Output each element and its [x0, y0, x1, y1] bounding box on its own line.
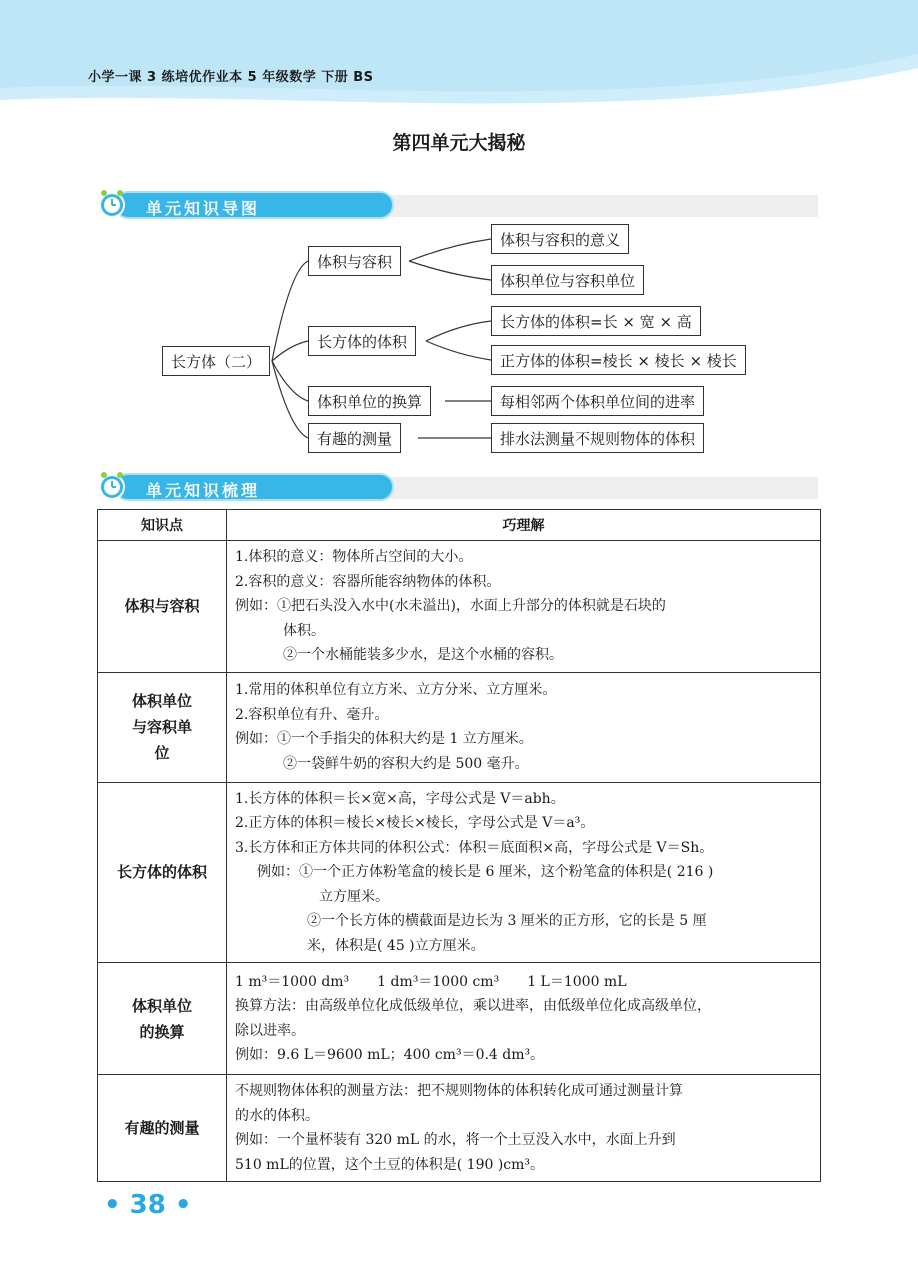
mindmap-branch-cuboid-volume: 长方体的体积 [308, 326, 416, 356]
content-line: 例如：①一个正方体粉笔盒的棱长是 6 厘米，这个粉笔盒的体积是( 216 ) [257, 864, 714, 880]
content-line: 米，体积是( 45 )立方厘米。 [307, 937, 485, 954]
content-line: 换算方法：由高级单位化成低级单位，乘以进率，由低级单位化成高级单位， [235, 998, 711, 1014]
content-line: 2.正方体的体积＝棱长×棱长×棱长，字母公式是 V＝a³。 [235, 815, 595, 831]
row-content [227, 672, 821, 782]
table-row [98, 782, 821, 963]
content-line: 体积。 [283, 622, 325, 639]
section-title-map: 单元知识导图 [146, 199, 261, 218]
content-line: 例如：①一个手指尖的体积大约是 1 立方厘米。 [235, 731, 533, 747]
row-content [227, 1075, 821, 1182]
table-row [98, 963, 821, 1075]
row-key: 体积与容积 [98, 541, 227, 673]
mindmap-leaf: 正方体的体积=棱长 × 棱长 × 棱长 [491, 345, 746, 375]
row-content [227, 782, 821, 963]
page-number: • 38 • [104, 1190, 192, 1220]
table-row [98, 672, 821, 782]
section-title-table: 单元知识梳理 [146, 481, 261, 500]
row-content [227, 963, 821, 1075]
content-line: ②一个长方体的横截面是边长为 3 厘米的正方形，它的长是 5 厘 [307, 913, 707, 929]
knowledge-table [97, 509, 821, 1182]
row-key: 长方体的体积 [98, 782, 227, 963]
mindmap-connectors [0, 0, 918, 470]
row-key: 有趣的测量 [98, 1075, 227, 1182]
clock-icon [96, 469, 128, 501]
row-key-text: 体积单位与容积单位 [131, 692, 192, 762]
table-row [98, 541, 821, 673]
row-key [98, 672, 227, 782]
content-line: 1.常用的体积单位有立方米、立方分米、立方厘米。 [235, 682, 557, 698]
header-understanding: 巧理解 [227, 510, 821, 541]
mindmap-branch-unit-conversion: 体积单位的换算 [308, 386, 431, 416]
content-line: 1.体积的意义：物体所占空间的大小。 [235, 549, 473, 565]
content-line: 不规则物体体积的测量方法：把不规则物体的体积转化成可通过测量计算 [235, 1083, 683, 1099]
mindmap-leaf: 每相邻两个体积单位间的进率 [491, 386, 704, 416]
content-line: 510 mL的位置，这个土豆的体积是( 190 )cm³。 [235, 1156, 545, 1173]
content-line: 除以进率。 [235, 1022, 305, 1039]
book-header: 小学一课 3 练培优作业本 5 年级数学 下册 BS [88, 70, 374, 85]
content-line: 3.长方体和正方体共同的体积公式：体积＝底面积×高，字母公式是 V＝Sh。 [235, 839, 714, 856]
mindmap-branch-volume-capacity: 体积与容积 [308, 246, 401, 276]
content-line: 例如：9.6 L＝9600 mL；400 cm³＝0.4 dm³。 [235, 1047, 545, 1063]
row-key-text: 体积单位的换算 [131, 996, 192, 1041]
content-line: 1.长方体的体积＝长×宽×高，字母公式是 V＝abh。 [235, 790, 565, 807]
mindmap-leaf: 体积单位与容积单位 [491, 265, 644, 295]
row-content [227, 541, 821, 673]
table-header-row [98, 510, 821, 541]
content-line: 例如：一个量杯装有 320 mL 的水，将一个土豆没入水中，水面上升到 [235, 1132, 676, 1148]
content-line: 2.容积单位有升、毫升。 [235, 706, 389, 723]
content-line: 2.容积的意义：容器所能容纳物体的体积。 [235, 573, 501, 590]
mindmap-leaf: 体积与容积的意义 [491, 224, 629, 254]
mindmap-root: 长方体（二） [162, 346, 270, 376]
content-line: ②一个水桶能装多少水，是这个水桶的容积。 [283, 647, 563, 663]
page-title: 第四单元大揭秘 [392, 132, 526, 154]
content-line: ②一袋鲜牛奶的容积大约是 500 毫升。 [283, 755, 529, 772]
table-row [98, 1075, 821, 1182]
content-line: 例如：①把石头没入水中(水未溢出)，水面上升部分的体积就是石块的 [235, 598, 666, 614]
mindmap-branch-measurement: 有趣的测量 [308, 423, 401, 453]
row-key [98, 963, 227, 1075]
section-bar-table [96, 467, 818, 507]
content-line: 1 m³＝1000 dm³ 1 dm³＝1000 cm³ 1 L＝1000 mL [235, 973, 627, 990]
content-line: 立方厘米。 [319, 888, 389, 905]
content-line: 的水的体积。 [235, 1107, 319, 1124]
mindmap-leaf: 长方体的体积=长 × 宽 × 高 [491, 306, 701, 336]
header-knowledge-point: 知识点 [98, 510, 227, 541]
mindmap-leaf: 排水法测量不规则物体的体积 [491, 423, 704, 453]
